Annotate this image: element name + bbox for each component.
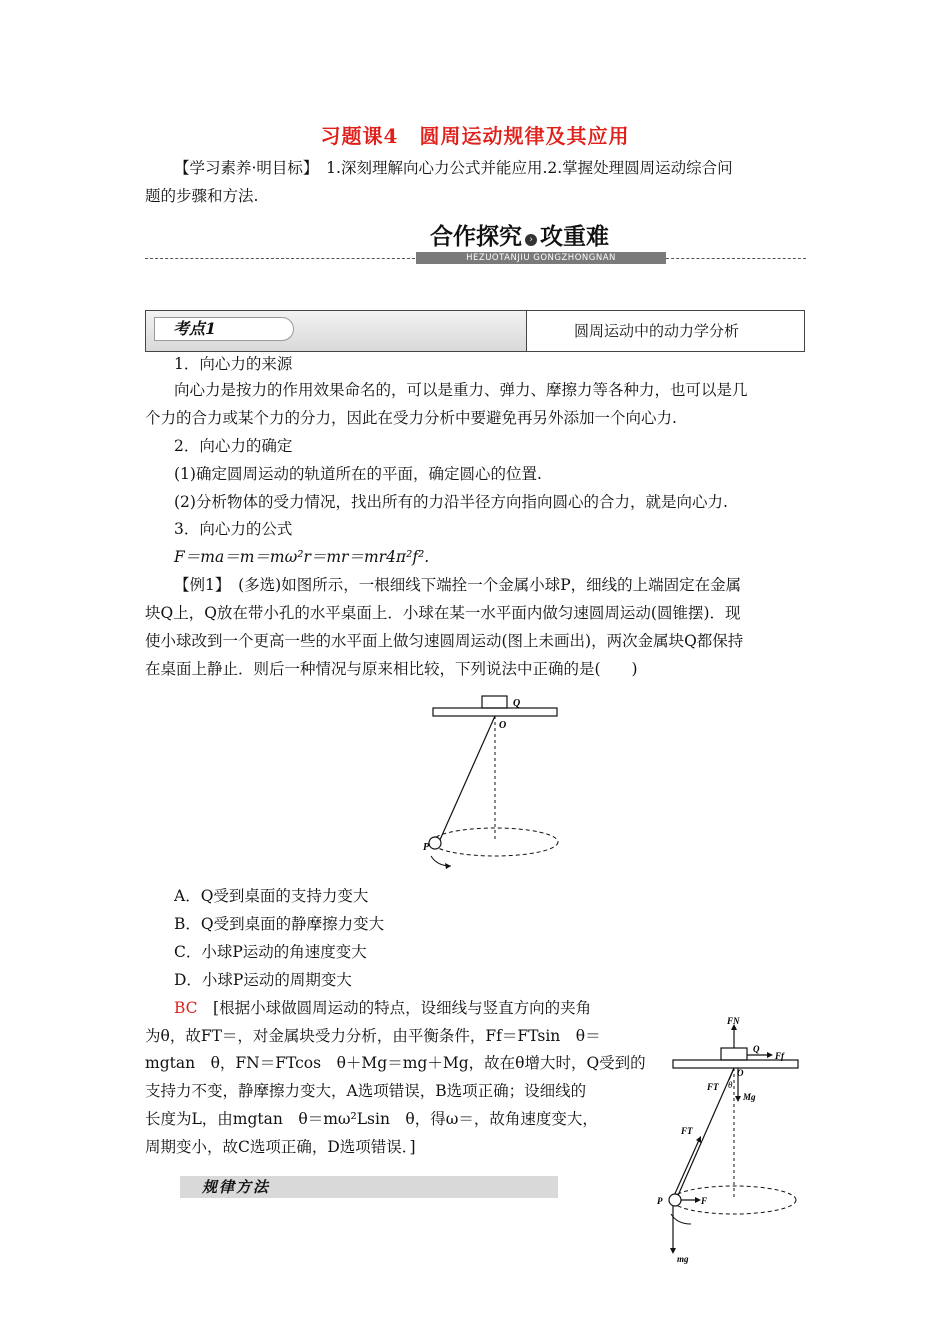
banner-main-b: 攻重难 (540, 224, 609, 250)
label-p: P (423, 842, 430, 853)
option-d: D．小球P运动的周期变大 (174, 971, 352, 989)
label-q: Q (513, 698, 521, 709)
example-line: 使小球改到一个更高一些的水平面上做匀速圆周运动(图上未画出)，两次金属块Q都保持 (145, 632, 744, 650)
mg-arrow-head-icon (670, 1248, 676, 1254)
topic-title: 圆周运动中的动力学分析 (574, 322, 740, 340)
label-ft-top: FT (707, 1082, 719, 1092)
method-tag (180, 1176, 558, 1198)
heading-3: 3．向心力的公式 (174, 520, 293, 538)
solution-line: 长度为L，由mgtan θ＝mω²Lsin θ，得ω＝，故角速度变大， (145, 1110, 598, 1128)
objective-line-1: 【学习素养·明目标】 1.深刻理解向心力公式并能应用.2.掌握处理圆周运动综合问 (174, 159, 733, 177)
paragraph-line: 向心力是按力的作用效果命名的，可以是重力、弹力、摩擦力等各种力，也可以是几 (174, 381, 748, 399)
solution-text: [根据小球做圆周运动的特点，设细线与竖直方向的夹角 (197, 999, 592, 1017)
ball-p (429, 837, 441, 849)
paragraph-line: (1)确定圆周运动的轨道所在的平面，确定圆心的位置. (174, 465, 542, 483)
page-title: 习题课4 圆周运动规律及其应用 (320, 124, 630, 148)
label-f: F (701, 1196, 708, 1206)
formula: F＝ma＝m＝mω²r＝mr＝mr4π²f². (174, 548, 430, 566)
solution-line-1 (174, 994, 591, 1022)
table-top (433, 708, 557, 716)
option-a: A．Q受到桌面的支持力变大 (174, 887, 369, 905)
ff-arrow-head-icon (767, 1052, 773, 1058)
option-c: C．小球P运动的角速度变大 (174, 943, 367, 961)
solution-line: 为θ，故FT＝，对金属块受力分析，由平衡条件，Ff＝FTsin θ＝ (145, 1027, 601, 1045)
ft-on-p-arrow (673, 1140, 699, 1198)
example-line: 在桌面上静止．则后一种情况与原来相比较，下列说法中正确的是( ) (145, 660, 638, 678)
label-theta: θ (728, 1080, 733, 1090)
banner-main-a: 合作探究 (430, 224, 522, 250)
ft-on-q-arrow (729, 1068, 734, 1080)
label-o: O (499, 720, 507, 731)
topic-tag: 考点1 (154, 317, 294, 341)
example-line: 【例1】 (多选)如图所示，一根细线下端拴一个金属小球P，细线的上端固定在金属 (174, 576, 742, 594)
example-line: 块Q上，Q放在带小孔的水平桌面上．小球在某一水平面内做匀速圆周运动(圆锥摆)．现 (145, 604, 741, 622)
table-top (673, 1060, 798, 1068)
section-banner (430, 222, 660, 254)
solution-line: mgtan θ，FN＝FTcos θ＋Mg＝mg＋Mg，故在θ增大时，Q受到的 (145, 1054, 646, 1072)
topic-box (145, 310, 805, 352)
banner-divider-left (145, 258, 415, 259)
label-ff: Ff (775, 1051, 784, 1061)
figure-conical-pendulum (425, 690, 575, 870)
solution-line: 周期变小，故C选项正确，D选项错误．] (145, 1138, 416, 1156)
ball-p (669, 1194, 681, 1206)
label-p: P (657, 1196, 663, 1206)
answer: BC (174, 999, 198, 1017)
string (439, 716, 495, 842)
block-q (482, 696, 507, 708)
option-b: B．Q受到桌面的静摩擦力变大 (174, 915, 385, 933)
paragraph-line: 个力的合力或某个力的分力，因此在受力分析中要避免再另外添加一个向心力. (145, 409, 677, 427)
banner-arrow-icon: › (525, 234, 537, 246)
label-mg: mg (677, 1254, 689, 1264)
paragraph-line: (2)分析物体的受力情况，找出所有的力沿半径方向指向圆心的合力，就是向心力. (174, 493, 728, 511)
label-q: Q (753, 1044, 760, 1054)
heading-2: 2．向心力的确定 (174, 437, 293, 455)
heading-1: 1．向心力的来源 (174, 355, 293, 373)
solution-line: 支持力不变，静摩擦力变大，A选项错误，B选项正确；设细线的 (145, 1082, 587, 1100)
mg-big-arrow-head-icon (735, 1096, 741, 1102)
block-q (721, 1048, 747, 1060)
label-fn: FN (727, 1016, 740, 1026)
label-o: O (737, 1068, 744, 1078)
banner-subtitle: HEZUOTANJIU GONGZHONGNAN (416, 252, 666, 264)
method-tag-label: 规律方法 (202, 1178, 271, 1196)
banner-divider-right (666, 258, 806, 259)
objective-line-2: 题的步骤和方法. (145, 187, 259, 205)
topic-tag-area (146, 311, 527, 351)
label-ft-bottom: FT (681, 1126, 693, 1136)
figure-force-analysis (655, 1010, 815, 1270)
arrow-head-icon (445, 863, 451, 869)
motion-arrow (671, 1214, 691, 1224)
label-mg-big: Mg (743, 1092, 756, 1102)
